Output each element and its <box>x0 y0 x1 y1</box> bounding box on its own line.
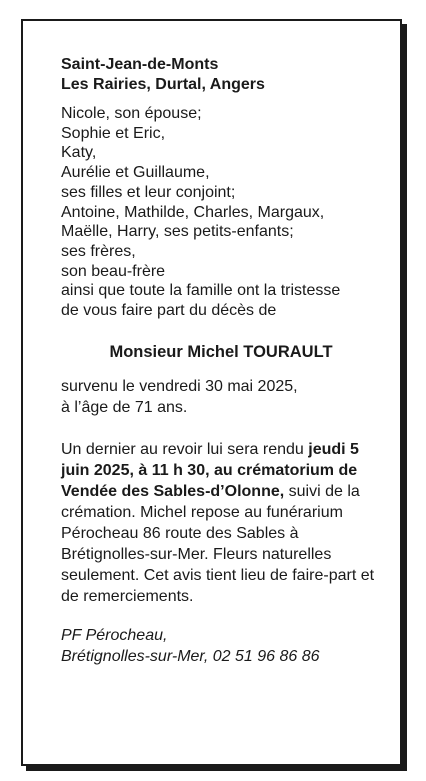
obituary-notice <box>21 19 402 766</box>
location-line-2: Les Rairies, Durtal, Angers <box>61 76 265 93</box>
family-line: ainsi que toute la famille ont la tristesse <box>61 282 341 300</box>
ceremony-info: Michel repose au funérarium Pérocheau 86 route des Sables à Brétignolles-sur-Mer. Fleurs naturelles seulement. Cet avis tient lieu de faire-part et de remerciements. <box>61 503 375 605</box>
family-line: Aurélie et Guillaume, <box>61 164 210 182</box>
family-line: Maëlle, Harry, ses petits-enfants; <box>61 223 294 241</box>
death-date: survenu le vendredi 30 mai 2025, <box>61 377 298 395</box>
funeral-home-contact: Brétignolles-sur-Mer, 02 51 96 86 86 <box>61 647 320 665</box>
death-details <box>61 376 381 418</box>
funeral-home-name: PF Pérocheau, <box>61 626 168 644</box>
family-line: ses filles et leur conjoint; <box>61 183 236 201</box>
deceased-name: Monsieur Michel TOURAULT <box>109 342 333 361</box>
ceremony-intro: Un dernier au revoir lui sera rendu <box>61 440 304 458</box>
family-line: Antoine, Mathilde, Charles, Margaux, <box>61 203 325 221</box>
family-line: de vous faire part du décès de <box>61 302 277 320</box>
funeral-home-signature <box>61 625 381 667</box>
notice-content <box>61 55 381 667</box>
family-line: Sophie et Eric, <box>61 124 166 142</box>
family-line: Nicole, son épouse; <box>61 105 202 122</box>
ceremony-details <box>61 439 381 607</box>
ceremony-date-place: jeudi 5 juin 2025, à 11 h 30, au crématorium de Vendée des Sables-d’Olonne, <box>61 440 359 500</box>
death-age: à l’âge de 71 ans. <box>61 398 188 416</box>
location-line-1: Saint-Jean-de-Monts <box>61 56 219 73</box>
ceremony-cremation: suivi de la crémation. <box>61 482 360 521</box>
family-line: son beau-frère <box>61 262 166 280</box>
family-list <box>61 104 381 321</box>
family-line: ses frères, <box>61 242 136 260</box>
location-header <box>61 55 381 95</box>
family-line: Katy, <box>61 144 97 162</box>
